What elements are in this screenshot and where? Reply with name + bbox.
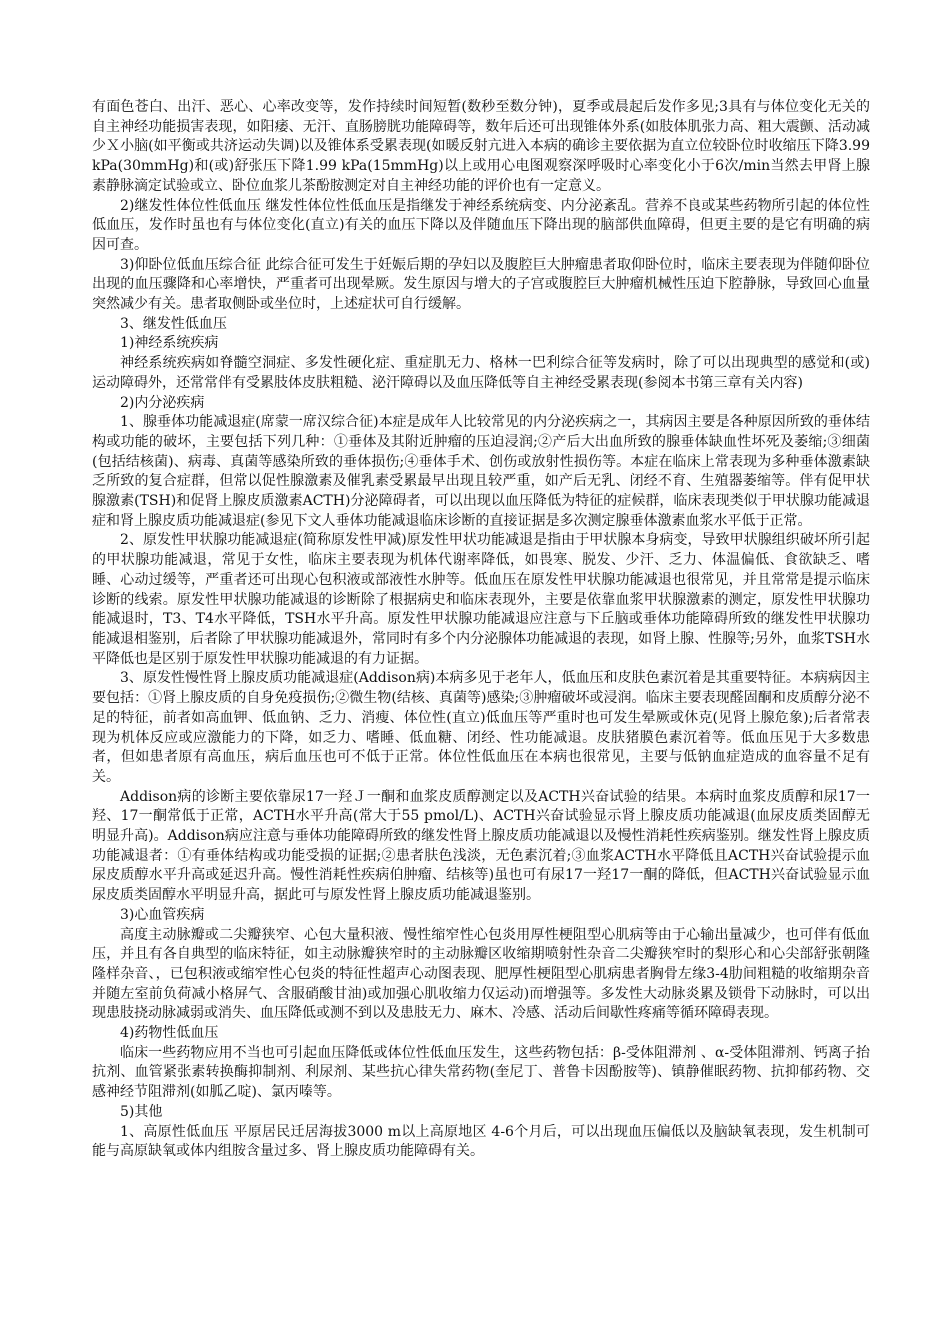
paragraph-drug-induced: 临床一些药物应用不当也可引起血压降低或体位性低血压发生，这些药物包括：β-受体阻滞剂 、α-受体阻滞剂、钙离子抬抗剂、血管紧张素转换酶抑制剂、利尿剂、某些抗心律失常药物(奎尼丁、普鲁卡因酚胺等)、镇静催眠药物、抗抑郁药物、交感神经节阻滞剂(如胍乙啶)、氯丙嗪等。 [92, 1044, 870, 1101]
heading-secondary-hypotension: 3、继发性低血压 [120, 315, 227, 332]
paragraph-hypopituitarism: 1、腺垂体功能减退症(席蒙一席汉综合征)本症是成年人比较常见的内分泌疾病之一，其病因主要是各种原因所致的垂体结构或功能的破坏，主要包括下列几种：①垂体及其附近肿瘤的压迫浸润;②产后大出血所致的腺垂体缺血性坏死及萎缩;③细菌(包括结核菌)、病毒、真菌等感染所致的垂体损伤;④垂体手术、创伤或放射性损伤等。本症在临床上常表现为多种垂体激素缺乏所致的复合症群，但常以促性腺激素及催乳素受累最早出现且较严重，如产后无乳、闭经不育、生殖器萎缩等。伴有促甲状腺激素(TSH)和促肾上腺皮质激素ACTH)分泌障碍者，可以出现以血压降低为特征的症候群，临床表现类似于甲状腺功能减退症和肾上腺皮质功能减退症(参见下文人垂体功能减退临床诊断的直接证据是多次测定腺垂体激素血浆水平低于正常。 [92, 414, 870, 529]
paragraph-cardiovascular: 高度主动脉瓣或二尖瓣狭窄、心包大量积液、慢性缩窄性心包炎用厚性梗阻型心肌病等由于心输出量减少，也可伴有低血压，并且有各自典型的临床特征，如主动脉瓣狭窄时的主动脉瓣区收缩期喷射性杂音二尖瓣狭窄时的梨形心和心尖部舒张朝隆隆样杂音、，已包积液或缩窄性心包炎的特征性超声心动图表现、肥厚性梗阻型心肌病患者胸骨左缘3-4肋间粗糙的收缩期杂音并随左室前负荷减小格屏气、含服硝酸甘油)或加强心肌收缩力仅运动)而增强等。多发性大动脉炎累及锁骨下动脉时，可以出现患肢挠动脉减弱或消失、血压降低或测不到以及患肢无力、麻木、冷感、活动后间歇性疼痛等循环障碍表现。 [92, 926, 870, 1022]
paragraph-addison-diagnosis: Addison病的诊断主要依靠尿17一羟Ｊ一酮和血浆皮质醇测定以及ACTH兴奋试验的结果。本病时血浆皮质醇和尿17一羟、17一酮常低于正常，ACTH水平升高(常大于55 pmol/L)、ACTH兴奋试验显示肾上腺皮质功能减退(血尿皮质类固醇无明显升高)。Addison病应注意与垂体功能障碍所致的继发性肾上腺皮质功能减退以及慢性消耗性疾病鉴别。继发性肾上腺皮质功能减退者：①有垂体结构或功能受损的证据;②患者肤色浅淡，无色素沉着;③血浆ACTH水平降低且ACTH兴奋试验提示血尿皮质醇水平升高或延迟升高。慢性消耗性疾病伯肿瘤、结核等)虽也可有尿17一羟17一酮的降低，但ACTH兴奋试验显示血尿皮质类固醇水平明显升高，据此可与原发性肾上腺皮质功能减退鉴别。 [92, 788, 870, 904]
paragraph-high-altitude: 1、高原性低血压 平原居民迁居海拔3000 m以上高原地区 4-6个月后，可以出现血压偏低以及脑缺氧表现，发生机制可能与高原缺氧或体内组胺含量过多、肾上腺皮质功能障碍有关。 [92, 1123, 870, 1160]
heading-endocrine: 2)内分泌疾病 [120, 394, 205, 411]
paragraph-neurological: 神经系统疾病如脊髓空洞症、多发性硬化症、重症肌无力、格林一巴利综合征等发病时，除了可以出现典型的感觉和(或)运动障碍外，还常常伴有受累肢体皮肤粗糙、泌汗障碍以及血压降低等自主神经受累表现(参阅本书第三章有关内容) [92, 355, 870, 391]
document-body [92, 98, 870, 1162]
heading-neurological: 1)神经系统疾病 [120, 335, 219, 352]
paragraph-secondary-orthostatic: 2)继发性体位性低血压 继发性体位性低血压是指继发于神经系统病变、内分泌紊乱。营养不良或某些药物所引起的体位性低血压，发作时虽也有与体位变化(直立)有关的血压下降以及伴随血压下降出现的脑部供血障碍，但更主要的是它有明确的病因可查。 [92, 197, 870, 253]
paragraph-autonomic-failure: 有面色苍白、出汗、恶心、心率改变等，发作持续时间短暂(数秒至数分钟)，夏季或晨起后发作多见;3具有与体位变化无关的自主神经功能损害表现，如阳痿、无汗、直肠膀胱功能障碍等，数年后还可出现锥体外系(如肢体肌张力高、粗大震颤、活动减少Ｘ小脑(如平衡或共济运动失调)以及锥体系受累表现(如暖反射亢进入本病的确诊主要依据为直立位较卧位时收缩压下降3.99 kPa(30mmHg)和(或)舒张压下降1.99 kPa(15mmHg)以上或用心电图观察深呼吸时心率变化小于6次/min当然去甲肾上腺素静脉滴定试验或立、卧位血浆儿茶酚胺测定对自主神经功能的评价也有一定意义。 [92, 99, 870, 194]
heading-other: 5)其他 [120, 1103, 163, 1120]
paragraph-addison: 3、原发性慢性肾上腺皮质功能减退症(Addison病)本病多见于老年人，低血压和皮肤色素沉着是其重要特征。本病病因主要包括：①肾上腺皮质的自身免疫损伤;②微生物(结核、真菌等)感染;③肿瘤破坏或浸润。临床主要表现醛固酮和皮质醇分泌不足的特征，前者如高血钾、低血钠、乏力、消瘦、体位性(直立)低血压等严重时也可发生晕厥或休克(见肾上腺危象);后者常表现为机体反应或应激能力的下降，如乏力、嗜睡、低血糖、闭经、性功能减退。皮肤猪膜色素沉着等。低血压见于大多数患者，但如患者原有高血压，病后血压也可不低于正常。体位性低血压在本病也很常见，主要与低钠血症造成的血容量不足有关。 [92, 670, 870, 785]
heading-cardiovascular: 3)心血管疾病 [120, 906, 205, 923]
paragraph-hypothyroidism: 2、原发性甲状腺功能减退症(简称原发性甲减)原发性甲状功能减退是指由于甲状腺本身病变，导致甲状腺组织破坏所引起的甲状腺功能减退，常见于女性，临床主要表现为机体代谢率降低，如畏寒、脱发、少汗、乏力、体温偏低、食欲缺乏、嗜睡、心动过缓等，严重者还可出现心包积液或部液性水肿等。低血压在原发性甲状腺功能减退也很常见，并且常常是提示临床诊断的线索。原发性甲状腺功能减退的诊断除了根据病史和临床表现外，主要是依靠血浆甲状腺激素的测定，原发性甲状腺功能减退时，T3、T4水平降低，TSH水平升高。原发性甲状腺功能减退应注意与下丘脑或垂体功能障碍所致的继发性甲状腺功能减退相鉴别，后者除了甲状腺功能减退外，常同时有多个内分泌腺体功能减退的表现，如肾上腺、性腺等;另外，血浆TSH水平降低也是区别于原发性甲状腺功能减退的有力证据。 [92, 532, 870, 667]
paragraph-supine-hypotension: 3)仰卧位低血压综合征 此综合征可发生于妊娠后期的孕妇以及腹腔巨大肿瘤患者取仰卧位时，临床主要表现为伴随仰卧位出现的血压骤降和心率增快，严重者可出现晕厥。发生原因与增大的子宫或腹腔巨大肿瘤机械性压迫下腔静脉，导致回心血量突然减少有关。患者取侧卧或坐位时，上述症状可自行缓解。 [92, 256, 870, 313]
heading-drug-induced: 4)药物性低血压 [120, 1025, 219, 1042]
